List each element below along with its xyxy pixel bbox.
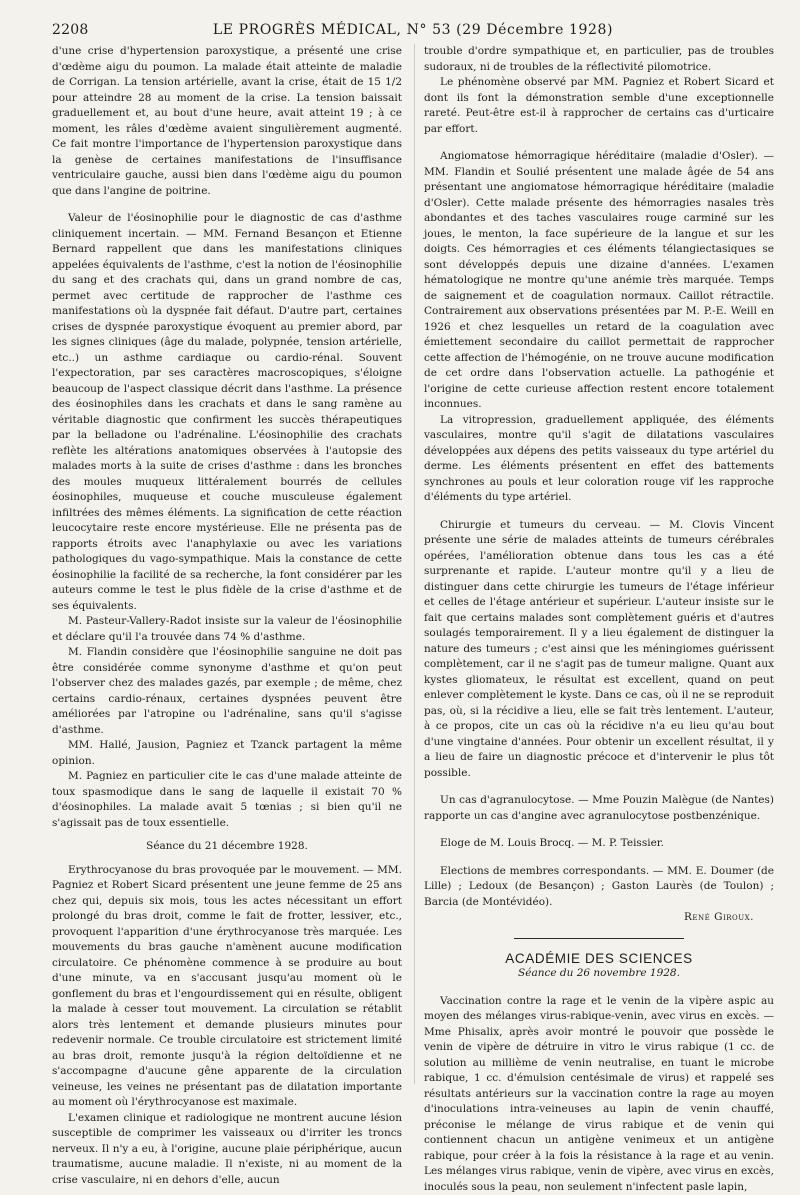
section-heading: ACADÉMIE DES SCIENCES <box>424 951 774 967</box>
journal-title: LE PROGRÈS MÉDICAL, N° 53 (29 Décembre 1928) <box>112 22 714 38</box>
paragraph: Elections de membres correspondants. — MM. E. Doumer (de Lille) ; Ledoux (de Besançon) ; Gaston Laurès (de Toulon) ; Barcia (de Montévidéo). <box>424 864 774 911</box>
paragraph: trouble d'ordre sympathique et, en particulier, pas de troubles sudoraux, ni de troubles de la réflectivité pilomotrice. <box>424 44 774 75</box>
column-divider <box>414 44 415 1084</box>
paragraph: Angiomatose hémorragique héréditaire (maladie d'Osler). — MM. Flandin et Soulié présentent une malade âgée de 54 ans présentant une angiomatose hémorragique héréditaire (maladie d'Osler). Cette malade présente des hémorragies nasales très abondantes et des taches vasculaires rouge carminé sur les joues, le menton, la face supérieure de la langue et sur les doigts. Ces hémorragies et ces éléments télangiectasiques se sont développés depuis une dizaine d'années. L'examen hématologique ne montre qu'une anémie très marquée. Temps de saignement et de coagulation normaux. Caillot rétractile. Contrairement aux observations présentées par M. P.-E. Weill en 1926 et chez lesquelles un retard de la coagulation avec émiettement secondaire du caillot permettait de rapprocher cette affection de l'hémogénie, on ne trouve aucune modification de cet ordre dans l'observation actuelle. La pathogénie et l'origine de cette curieuse affection restent encore totalement inconnues. <box>424 149 774 413</box>
paragraph: Un cas d'agranulocytose. — Mme Pouzin Malègue (de Nantes) rapporte un cas d'angine avec agranulocytose postbenzénique. <box>424 793 774 824</box>
paragraph: M. Pagniez en particulier cite le cas d'une malade atteinte de toux spasmodique dans le sang de laquelle il existait 70 % d'éosinophiles. La malade avait 5 tœnias ; si bien qu'il ne s'agissait pas de toux essentielle. <box>52 769 402 831</box>
paragraph: MM. Hallé, Jausion, Pagniez et Tzanck partagent la même opinion. <box>52 738 402 769</box>
paragraph: Erythrocyanose du bras provoquée par le mouvement. — MM. Pagniez et Robert Sicard présentent une jeune femme de 25 ans chez qui, depuis six mois, tous les actes nécessitant un effort prolongé du bras droit, comme le fait de frotter, lessiver, etc., provoquent l'apparition d'une érythrocyanose très marquée. Les mouvements du bras gauche n'amènent aucune modification circulatoire. Ce phénomène commence à se produire au bout d'une minute, va en s'accusant jusqu'au moment où le gonflement du bras et l'engourdissement qui en résulte, obligent la malade à cesser tout mouvement. La circulation se rétablit alors très lentement et demande plusieurs minutes pour redevenir normale. Ce trouble circulatoire est strictement limité au bras droit, remonte jusqu'à la région deltoïdienne et ne s'accompagne d'aucune gêne apparente de la circulation veineuse, les veines ne présentant pas de dilatation importante au moment où l'érythrocyanose est maximale. <box>52 863 402 1111</box>
paragraph: Valeur de l'éosinophilie pour le diagnostic de cas d'asthme cliniquement incertain. — MM. Fernand Besançon et Etienne Bernard rappellent que dans les manifestations cliniques appelées équivalents de l'asthme, c'est la notion de l'éosinophilie du sang et des crachats qui, dans un grand nombre de cas, permet avec certitude de rapprocher de l'asthme ces manifestations où la dyspnée fait défaut. D'autre part, certaines crises de dyspnée paroxystique évoquent au premier abord, par les signes cliniques (âge du malade, polypnée, tension artérielle, etc..) un asthme cardiaque ou cardio-rénal. Souvent l'expectoration, par ses caractères macroscopiques, s'éloigne beaucoup de l'aspect classique décrit dans l'asthme. La présence des éosinophiles dans les crachats et dans le sang ramène au véritable diagnostic que confirment les succès thérapeutiques par la belladone ou l'adrénaline. L'éosinophilie des crachats reflète les altérations anatomiques observées à l'autopsie des malades morts à la suite de crises d'asthme : dans les bronches des moules muqueux littéralement bourrés de cellules éosinophiles, muqueuse et couche musculeuse également infiltrées des mêmes éléments. La signification de cette réaction leucocytaire reste encore mystérieuse. Elle ne présenta pas de rapports étroits avec l'anaphylaxie ou avec les variations pathologiques du vago-sympathique. Mais la constance de cette éosinophilie la facilité de sa recherche, la font considérer par les auteurs comme le test le plus fidèle de la crise d'asthme et de ses équivalents. <box>52 211 402 614</box>
session-date: Séance du 21 décembre 1928. <box>52 839 402 855</box>
paragraph: d'une crise d'hypertension paroxystique, a présenté une crise d'œdème aigu du poumon. La malade était atteinte de maladie de Corrigan. La tension artérielle, avant la crise, était de 15 1/2 pour atteindre 28 au moment de la crise. La tension baissait graduellement et, au bout d'une heure, avait atteint 19 ; à ce moment, les râles d'œdème avaient singulièrement augmenté. Ce fait montre l'importance de l'hypertension paroxystique dans la genèse de certaines manifestations de l'insuffisance ventriculaire gauche, aussi bien dans l'œdème aigu du poumon que dans l'angine de poitrine. <box>52 44 402 199</box>
right-column <box>424 44 774 1195</box>
page-header <box>52 22 774 38</box>
session-date: Séance du 26 novembre 1928. <box>424 966 774 982</box>
signature: René Giroux. <box>424 910 774 926</box>
article-columns <box>52 44 774 1195</box>
paragraph: Chirurgie et tumeurs du cerveau. — M. Clovis Vincent présente une série de malades atteints de tumeurs cérébrales opérées, l'amélioration obtenue dans tous les cas a été surprenante et rapide. L'auteur montre qu'il y a lieu de distinguer dans cette chirurgie les tumeurs de l'étage inférieur et celles de l'étage antérieur et supérieur. L'auteur insiste sur le fait que certains malades sont complètement guéris et d'autres soulagés temporairement. Il y a lieu également de distinguer la nature des tumeurs ; c'est ainsi que les méningiomes guérissent complètement, car il ne s'agit pas de tumeur maligne. Quant aux kystes gliomateux, le résultat est excellent, quand on peut enlever complètement le kyste. Dans ce cas, où il ne se reproduit pas, où, si la récidive a lieu, elle se fait très lentement. L'auteur, à ce propos, cite un cas où la récidive n'a eu lieu qu'au bout d'une vingtaine d'années. Pour obtenir un excellent résultat, il y a lieu de faire un diagnostic précoce et d'intervenir le plus tôt possible. <box>424 518 774 782</box>
paragraph: L'examen clinique et radiologique ne montrent aucune lésion susceptible de comprimer les vaisseaux ou d'irriter les troncs nerveux. Il n'y a eu, à l'origine, aucune plaie périphérique, aucun traumatisme, aucune maladie. Il n'existe, ni au moment de la crise vasculaire, ni en dehors d'elle, aucun <box>52 1111 402 1189</box>
paragraph: Vaccination contre la rage et le venin de la vipère aspic au moyen des mélanges virus-rabique-venin, avec virus en excès. — Mme Phisalix, après avoir montré le pouvoir que possède le venin de vipère de détruire in vitro le virus rabique (1 cc. de solution au millième de venin neutralise, en tuant le microbe rabique, 1 cc. d'émulsion centésimale de virus) et rappelé ses résultats antérieurs sur la vaccination contre la rage au moyen d'inoculations intra-veineuses au lapin de venin chauffé, préconise le mélange de virus rabique et de venin qui contiennent chacun un antigène venimeux et un antigène rabique, pour créer à la fois la résistance à la rage et au venin. Les mélanges virus rabique, venin de vipère, avec virus en excès, inoculés sous la peau, non seulement n'infectent pasle lapin, <box>424 994 774 1195</box>
left-column <box>52 44 402 1195</box>
paragraph: La vitropression, graduellement appliquée, des éléments vasculaires, montre qu'il s'agit de dilatations vasculaires développées aux dépens des petits vaisseaux du type artériel du derme. Les éléments présentent en effet des battements synchrones au pouls et leur coloration rouge vif les rapproche d'éléments du type artériel. <box>424 413 774 506</box>
paragraph: Le phénomène observé par MM. Pagniez et Robert Sicard et dont ils font la démonstration semble d'une exceptionnelle rareté. Peut-être est-il à rapprocher de certains cas d'urticaire par effort. <box>424 75 774 137</box>
paragraph: Eloge de M. Louis Brocq. — M. P. Teissier. <box>424 836 774 852</box>
paragraph: M. Pasteur-Vallery-Radot insiste sur la valeur de l'éosinophilie et déclare qu'il l'a trouvée dans 74 % d'asthme. <box>52 614 402 645</box>
section-divider <box>514 938 684 939</box>
paragraph: M. Flandin considère que l'éosinophilie sanguine ne doit pas être considérée comme synonyme d'asthme et qu'on peut l'observer chez des malades gazés, par exemple ; de même, chez certains cardio-rénaux, certaines dyspnées peuvent être améliorées par l'atropine ou l'adrénaline, sans qu'il s'agisse d'asthme. <box>52 645 402 738</box>
page-number: 2208 <box>52 22 112 38</box>
